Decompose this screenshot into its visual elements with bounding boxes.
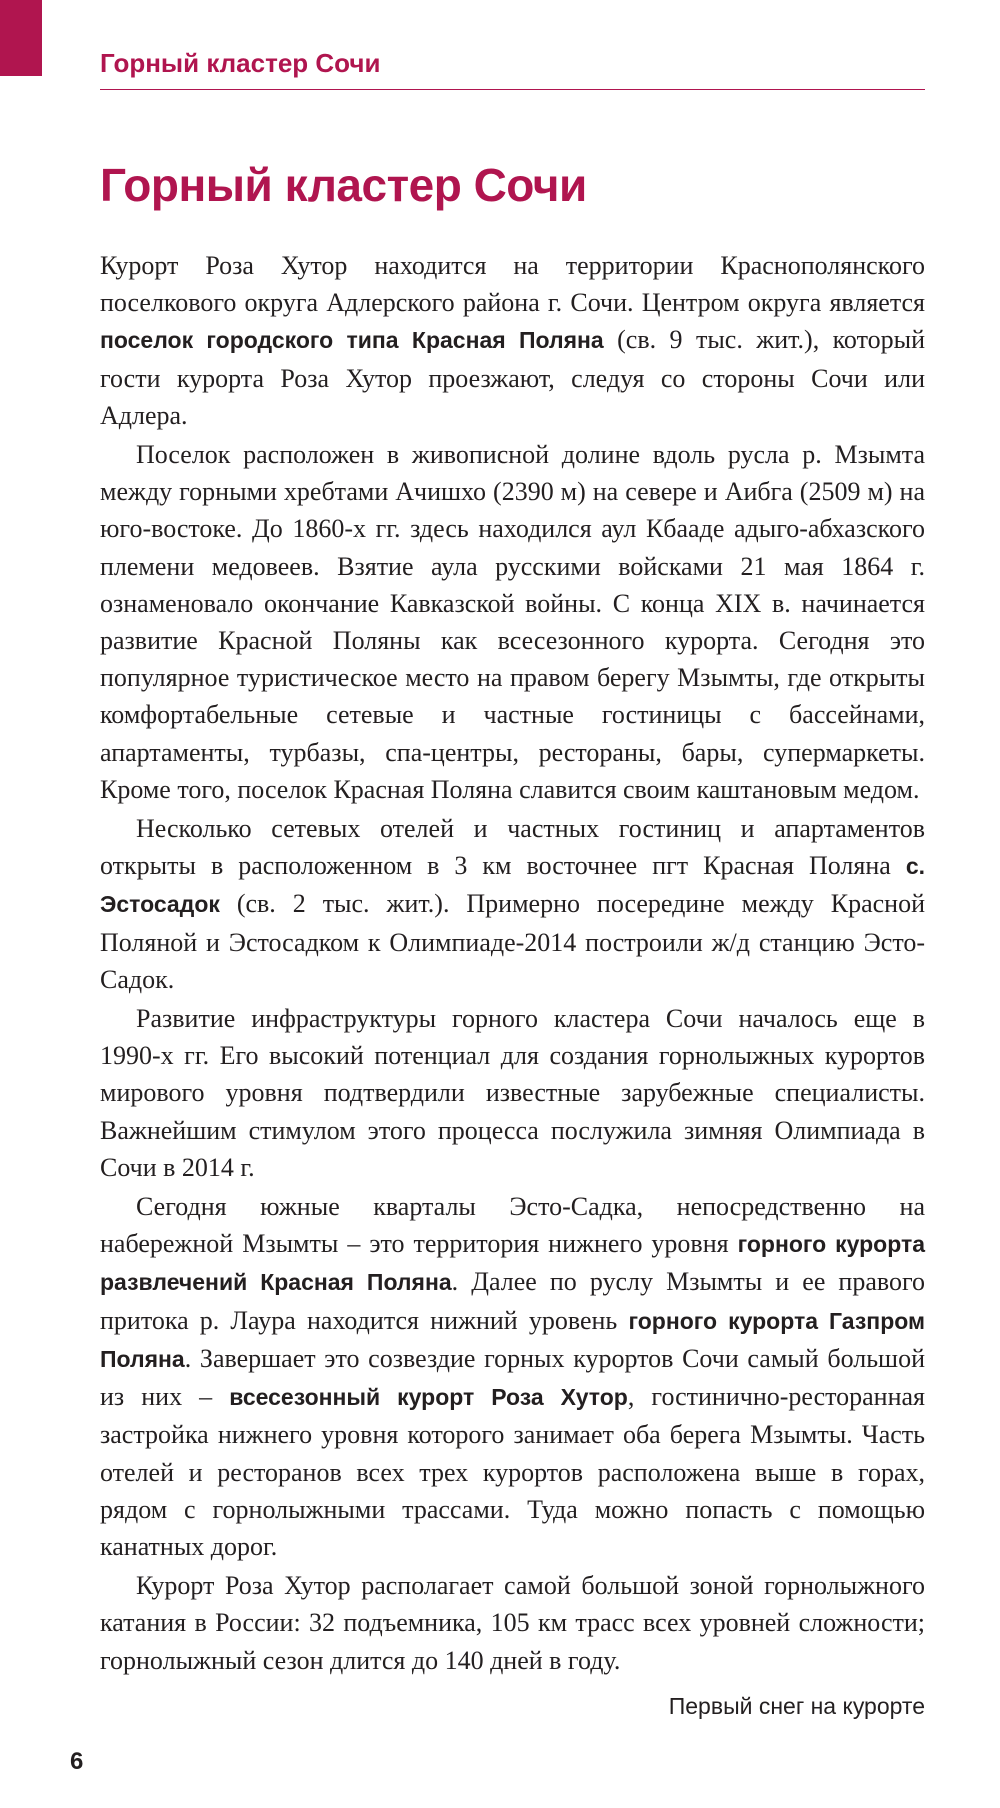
running-head: Горный кластер Сочи (100, 48, 381, 78)
paragraph-4 (100, 1000, 925, 1186)
paragraph-text: Курорт Роза Хутор располагает самой большой зоной горнолыжного катания в России: 32 подъемника, 105 км трасс всех уровней сложности; горнолыжный сезон длится до 140 дней в году. (100, 1571, 925, 1675)
highlight-estosadok: с. Эстосадок (100, 853, 925, 918)
paragraph-text: , гостинично-ресторанная застройка нижнего уровня которого занимает оба берега Мзымты. Часть отелей и ресторанов всех трех курортов расположена выше в горах, рядом с горнолыжными трассами. Туда можно попасть с помощью канатных дорог. (100, 1382, 926, 1561)
paragraph-5 (100, 1188, 925, 1565)
corner-tab (0, 0, 42, 76)
paragraph-text: . Завершает это созвездие горных курортов Сочи самый большой из них – (100, 1343, 925, 1412)
highlight-krasnaya-polyana: поселок городского типа Красная Поляна (100, 327, 604, 354)
highlight-gazprom-polyana: горного курорта Газпром Поляна (100, 1307, 926, 1372)
page-number: 6 (70, 1748, 84, 1775)
paragraph-text: Несколько сетевых отелей и частных гостиниц и апартаментов открыты в расположенном в 3 км восточнее пгт Красная Поляна (100, 814, 925, 881)
paragraph-3 (100, 810, 925, 998)
paragraph-text: Развитие инфраструктуры горного кластера Сочи началось еще в 1990-х гг. Его высокий потенциал для создания горнолыжных курортов мирового уровня подтвердили известные зарубежные специалисты. Важнейшим стимулом этого процесса послужила зимняя Олимпиада в Сочи в 2014 г. (100, 1004, 925, 1182)
article-body (100, 247, 925, 1679)
paragraph-text: Сегодня южные кварталы Эсто-Садка, непосредственно на набережной Мзымты – это территория нижнего уровня (100, 1192, 925, 1259)
page-title: Горный кластер Сочи (100, 159, 587, 211)
paragraph-text: (св. 9 тыс. жит.), который гости курорта Роза Хутор проезжают, следуя со стороны Сочи или Адлера. (100, 325, 925, 430)
paragraph-6 (100, 1567, 925, 1679)
paragraph-text: Курорт Роза Хутор находится на территории Краснополянского поселкового округа Адлерского района г. Сочи. Центром округа является (100, 251, 925, 318)
paragraph-text: . Далее по руслу Мзымты и ее правого притока р. Лаура находится нижний уровень (100, 1267, 925, 1335)
paragraph-text: Поселок расположен в живописной долине вдоль русла р. Мзымта между горными хребтами Ачишхо (2390 м) на севере и Аибга (2509 м) на юго-востоке. До 1860-х гг. здесь находился аул Кбааде адыго-абхазского племени медовеев. Взятие аула русскими войсками 21 мая 1864 г. ознаменовало окончание Кавказской войны. С конца XIX в. начинается развитие Красной Поляны как всесезонного курорта. Сегодня это популярное туристическое место на правом берегу Мзымты, где открыты комфортабельные сетевые и частные гостиницы с бассейнами, апартаменты, турбазы, спа-центры, рестораны, бары, супермаркеты. Кроме того, поселок Красная Поляна славится своим каштановым медом. (100, 440, 925, 804)
paragraph-text: (св. 2 тыс. жит.). Примерно посередине между Красной Поляной и Эстосадком к Олимпиаде-2014 построили ж/д станцию Эсто-Садок. (100, 889, 925, 994)
header-divider (100, 89, 925, 90)
figure-caption: Первый снег на курорте (668, 1693, 925, 1719)
highlight-krasnaya-polyana-resort: горного курорта развлечений Красная Поляна (100, 1231, 925, 1296)
paragraph-2 (100, 436, 925, 808)
highlight-rosa-khutor: всесезонный курорт Роза Хутор (229, 1384, 628, 1411)
paragraph-1 (100, 247, 925, 434)
